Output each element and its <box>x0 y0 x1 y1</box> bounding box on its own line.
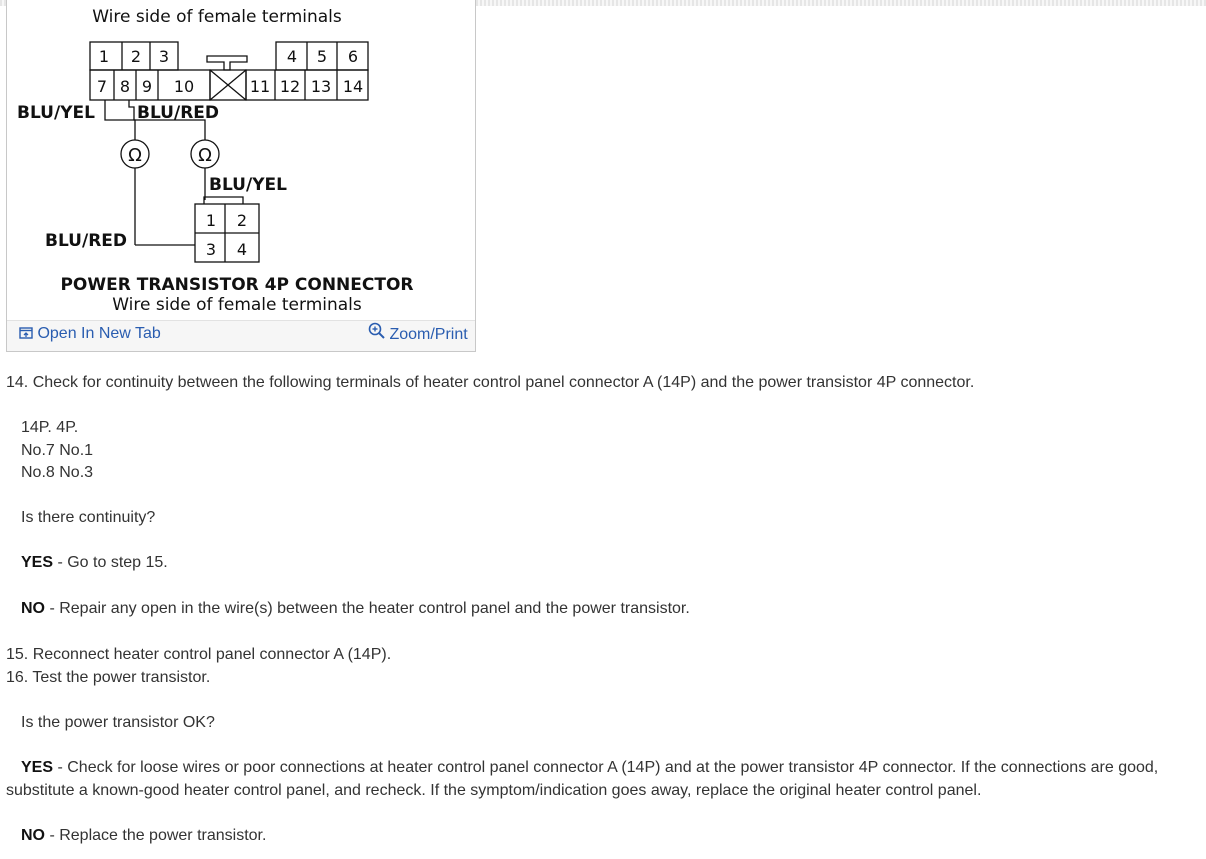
yes-text: - Go to step 15. <box>53 554 168 571</box>
figure-box <box>6 0 476 352</box>
open-new-tab-link[interactable] <box>19 325 161 343</box>
pin-2: 2 <box>130 47 142 66</box>
pin-11: 11 <box>249 77 271 96</box>
pin4p-4: 4 <box>236 240 248 259</box>
answer-yes-1 <box>21 554 168 572</box>
pin-3: 3 <box>158 47 170 66</box>
pin4p-2: 2 <box>236 211 248 230</box>
ohmmeter-symbol-left: Ω <box>128 145 142 166</box>
table-row: No.7 No.1 <box>21 442 94 459</box>
pin-8: 8 <box>119 77 131 96</box>
pin-9: 9 <box>141 77 153 96</box>
wire-label-blu-red-14p: BLU/RED <box>137 103 220 123</box>
no-label: NO <box>21 600 45 617</box>
pin-12: 12 <box>279 77 301 96</box>
question-2: Is the power transistor OK? <box>21 714 215 731</box>
connector-subtitle: Wire side of female terminals <box>112 295 362 315</box>
zoom-print-link[interactable] <box>368 322 468 344</box>
no-text: - Replace the power transistor. <box>45 827 267 844</box>
yes-label: YES <box>21 759 54 776</box>
pin-1: 1 <box>98 47 110 66</box>
step-15-text: 15. Reconnect heater control panel connector A (14P). <box>6 646 392 663</box>
no-text: - Repair any open in the wire(s) between the heater control panel and the power transistor. <box>45 600 690 617</box>
pin-6: 6 <box>347 47 359 66</box>
wire-label-blu-yel-4p: BLU/YEL <box>209 175 287 195</box>
yes-label: YES <box>21 554 54 571</box>
pin-13: 13 <box>310 77 332 96</box>
table-row: No.8 No.3 <box>21 464 94 481</box>
pin-7: 7 <box>96 77 108 96</box>
no-label: NO <box>21 827 45 844</box>
step-14-text: 14. Check for continuity between the following terminals of heater control panel connector A (14P) and the power transistor 4P connector. <box>6 374 975 391</box>
answer-yes-2-continued: substitute a known-good heater control panel, and recheck. If the symptom/indication goes away, replace the original heater control panel. <box>6 782 982 799</box>
yes-text: - Check for loose wires or poor connections at heater control panel connector A (14P) and at the power transistor 4P connector. If the connections are good, <box>53 759 1159 776</box>
zoom-print-label: Zoom/Print <box>389 326 468 343</box>
answer-no-2 <box>21 827 266 845</box>
ohmmeter-symbol-right: Ω <box>198 145 212 166</box>
pin-4: 4 <box>286 47 298 66</box>
step-16-text: 16. Test the power transistor. <box>6 669 211 686</box>
open-new-tab-icon <box>19 327 33 339</box>
zoom-icon <box>368 322 385 339</box>
open-new-tab-label: Open In New Tab <box>37 325 161 342</box>
pin-5: 5 <box>316 47 328 66</box>
answer-no-1 <box>21 600 690 618</box>
pin4p-1: 1 <box>205 211 217 230</box>
table-header: 14P. 4P. <box>21 419 79 436</box>
pin4p-3: 3 <box>205 240 217 259</box>
answer-yes-2 <box>21 759 1158 777</box>
question-1: Is there continuity? <box>21 509 156 526</box>
wiring-diagram <box>7 0 477 352</box>
pin-10: 10 <box>173 77 195 96</box>
wire-label-blu-red-4p: BLU/RED <box>45 231 128 251</box>
connector-title: POWER TRANSISTOR 4P CONNECTOR <box>60 275 414 295</box>
top-caption: Wire side of female terminals <box>92 7 342 27</box>
wire-label-blu-yel-14p: BLU/YEL <box>17 103 95 123</box>
pin-14: 14 <box>342 77 364 96</box>
